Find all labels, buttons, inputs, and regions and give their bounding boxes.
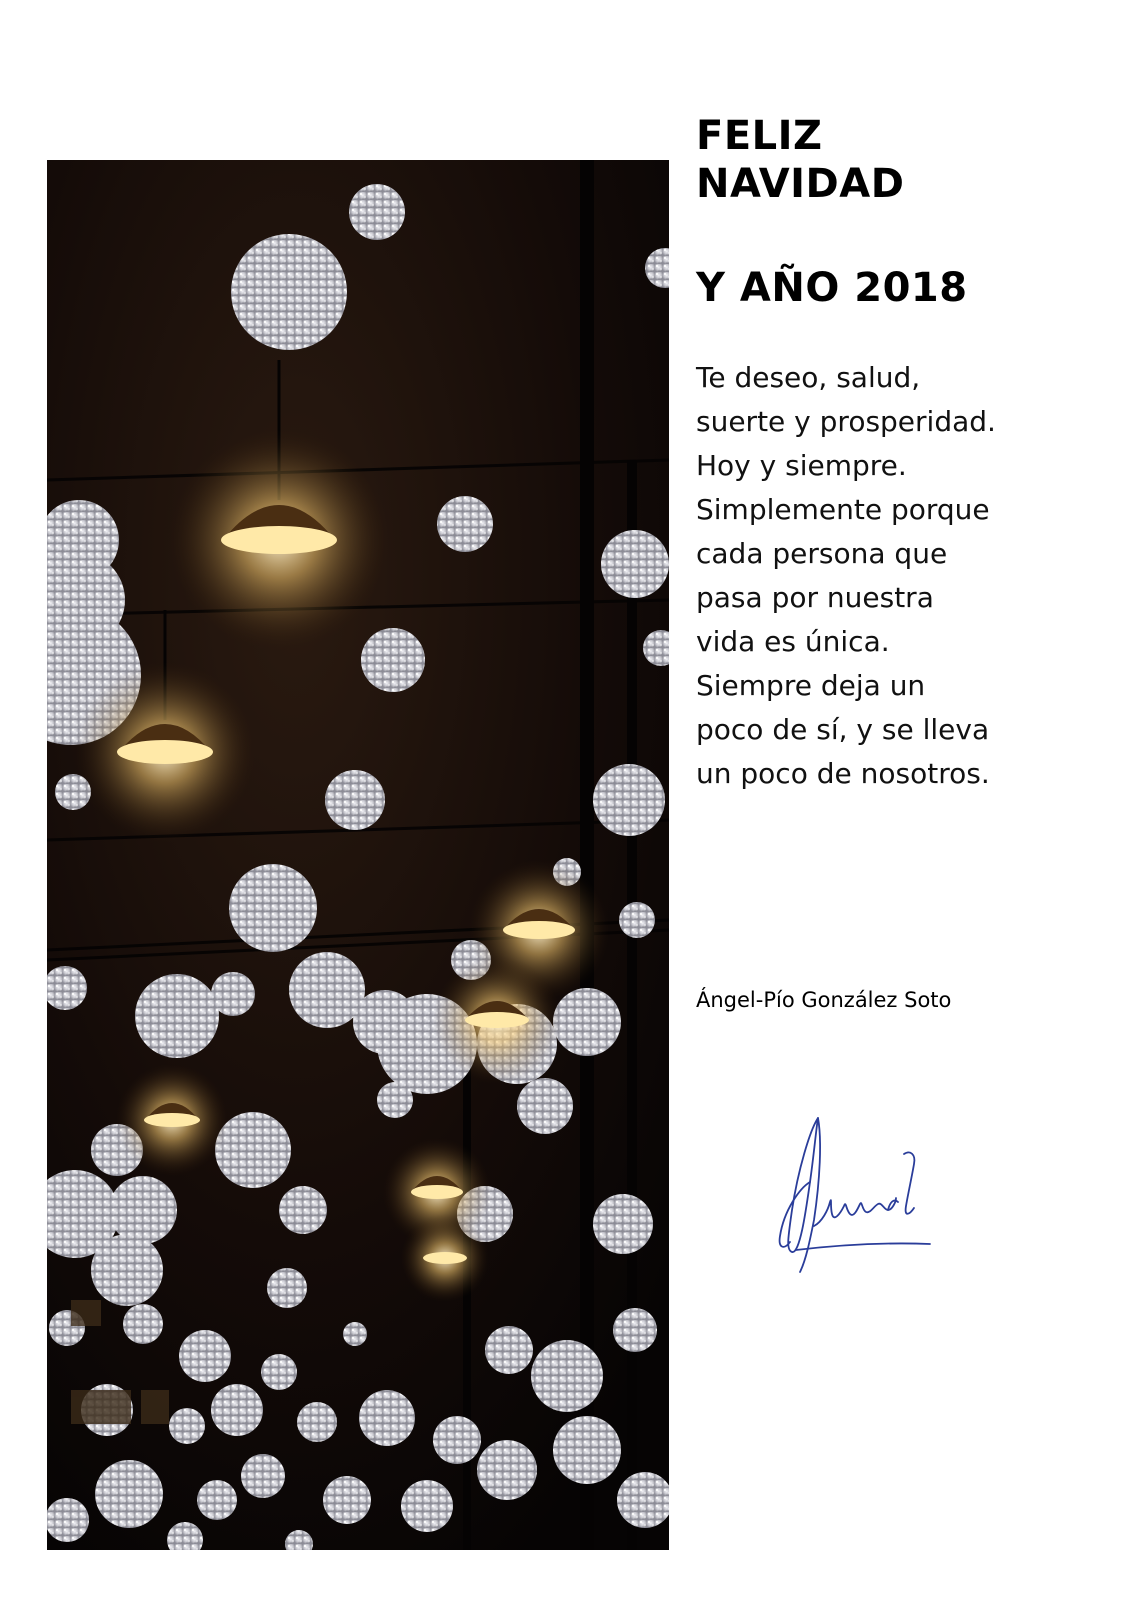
greeting-line-1: FELIZ (696, 113, 823, 159)
message-line: suerte y prosperidad. (696, 405, 996, 438)
greeting-message (696, 356, 1116, 796)
message-line: vida es única. (696, 625, 890, 658)
author-name: Ángel-Pío González Soto (696, 988, 952, 1012)
message-line: Siempre deja un (696, 669, 926, 702)
greeting-line-2: NAVIDAD (696, 161, 905, 207)
handwritten-signature (770, 1110, 950, 1280)
greeting-line-3: Y AÑO 2018 (696, 265, 968, 311)
message-line: poco de sí, y se lleva (696, 713, 990, 746)
message-line: cada persona que (696, 537, 948, 570)
message-line: Simplemente porque (696, 493, 990, 526)
message-line: un poco de nosotros. (696, 757, 990, 790)
message-line: Te deseo, salud, (696, 361, 921, 394)
message-line: Hoy y siempre. (696, 449, 907, 482)
christmas-lights-photo (47, 160, 669, 1550)
message-line: pasa por nuestra (696, 581, 934, 614)
